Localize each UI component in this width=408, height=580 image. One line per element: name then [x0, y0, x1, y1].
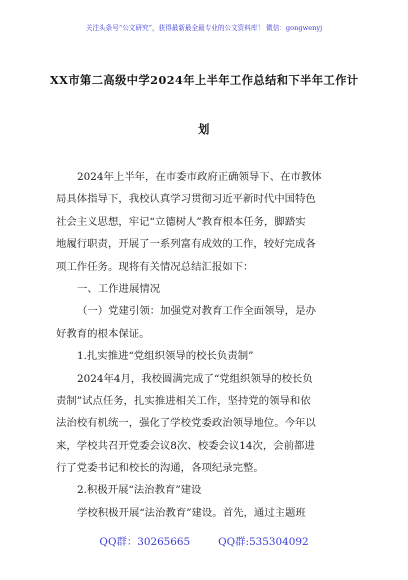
- body-line: 社会主义思想，牢记“立德树人”教育根本任务，脚踏实: [56, 215, 306, 228]
- body-line: 局具体指导下，我校认真学习贯彻习近平新时代中国特色: [56, 193, 316, 206]
- body-line: 地履行职责，开展了一系列富有成效的工作，较好完成各: [56, 238, 316, 251]
- document-title-line-1: XX市第二高级中学2024年上半年工作总结和下半年工作计: [50, 73, 359, 87]
- body-line: 2024年上半年，在市委市政府正确领导下、在市教体: [77, 171, 322, 183]
- footer-qq-group-2: QQ群:535304092: [218, 536, 309, 548]
- body-line: （一）党建引领：加强党对教育工作全面领导，是办: [77, 305, 316, 318]
- footer-contacts: [0, 533, 408, 548]
- section-heading: 一、工作进展情况: [77, 282, 161, 295]
- body-line: 来，学校共召开党委会议8次、校委会议14次，会前都进: [56, 439, 315, 452]
- subsection-heading: 1.扎实推进“党组织领导的校长负责制”: [77, 350, 254, 363]
- body-line: 责制”试点任务，扎实推进相关工作，坚持党的领导和依: [56, 394, 311, 407]
- body-line: 2024年4月，我校圆满完成了“党组织领导的校长负: [77, 372, 313, 385]
- header-notice: 关注头条号“公文研究”，获得最新最全最专业的公文资料库！ 微信：gongwenyj: [85, 24, 323, 32]
- footer-qq-group-1: QQ群：30265665: [99, 536, 191, 548]
- document-title-line-2: 划: [198, 122, 210, 136]
- body-line: 行了党委书记和校长的沟通，各项纪录完整。: [56, 462, 264, 475]
- body-line: 学校积极开展“法治教育”建设。首先，通过主题班: [77, 506, 306, 519]
- document-body: [56, 166, 356, 524]
- body-line: 项工作任务。现将有关情况总结汇报如下：: [56, 260, 254, 273]
- body-line: 好教育的根本保证。: [56, 327, 150, 340]
- subsection-heading: 2.积极开展“法治教育”建设: [77, 484, 202, 497]
- body-line: 法治校有机统一，强化了学校党委政治领导地位。今年以: [56, 417, 316, 430]
